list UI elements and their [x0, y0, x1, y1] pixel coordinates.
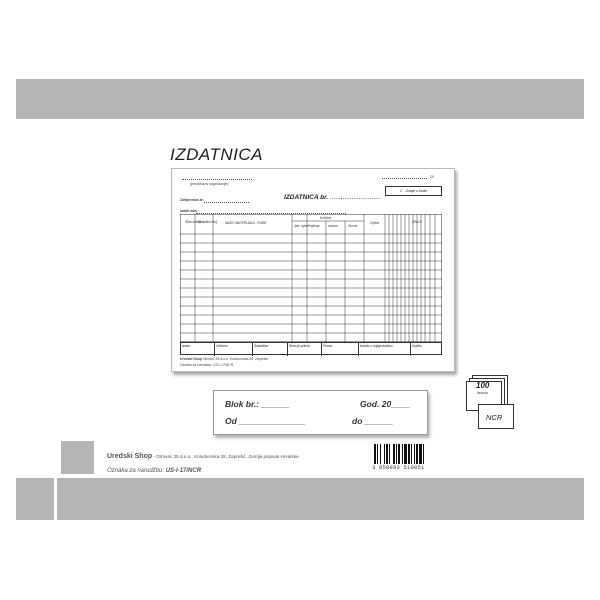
- sign-cell-knjigovodstvo: Izradio u knjigovodstvu:: [359, 343, 411, 356]
- date-dotline: [382, 178, 427, 179]
- org-dotline: [182, 179, 252, 180]
- form-footer-shop-name: Uredski Shop: [180, 357, 202, 361]
- barcode-digits: 3 858893 510051: [372, 464, 425, 471]
- barcode: [372, 444, 444, 471]
- sign-cell-knjizio: Knjižio:: [412, 344, 423, 348]
- shop-name: Uredski Shop: [107, 453, 153, 460]
- form-title-text: IZDATNICA br.: [284, 194, 329, 201]
- col-header-izdana: Izdana: [328, 224, 338, 228]
- sign-cell-odobrio: Odobrio:: [215, 343, 253, 356]
- form-footer-order: Oznaka za narudžbu: US-I-17/NCR: [180, 363, 234, 367]
- blok-number-label: Blok br.: ______: [225, 399, 290, 409]
- sign-cell-primio: Primio:: [322, 343, 359, 356]
- date-suffix: 20: [430, 175, 434, 179]
- copy-text: Ostaje u bloku: [405, 189, 428, 193]
- ncr-label: NCR: [486, 413, 503, 422]
- requester-label: Zahtjevnica br.: [180, 198, 204, 202]
- col-header-trazena: Tražena: [308, 224, 320, 228]
- sheet-count-unit: listova: [477, 391, 488, 395]
- col-header-iznos: IZNOS: [412, 220, 422, 224]
- form-footer-shop-rest: Otrovec 25 d.o.o. Kolodvorska 28, Zaprešić: [202, 357, 269, 361]
- form-footer-shop: [180, 357, 268, 361]
- signature-row: [180, 342, 442, 355]
- form-table: [180, 214, 442, 342]
- col-header-naziv: NAZIV MATERIJALA - ROBE: [225, 221, 267, 225]
- col-header-kolicina: Količina: [320, 216, 332, 220]
- order-code: US-I-17/NCR: [165, 468, 202, 474]
- barcode-bars: [372, 444, 444, 464]
- form-title: IZDATNICA br. ............................: [284, 194, 381, 201]
- footer-info: [107, 445, 299, 474]
- requester-dotline: [204, 202, 249, 203]
- copy-number: 2.: [399, 189, 403, 193]
- col-header-sifra: Šifra artikla: [185, 220, 201, 224]
- sign-cell-skladistar: Skladištar:: [253, 343, 288, 356]
- bottom-gray-band: [57, 478, 584, 520]
- table-column-lines: [195, 214, 435, 342]
- blok-info-box: [213, 390, 428, 435]
- top-gray-band: [16, 79, 584, 119]
- order-label: Oznaka za narudžbu:: [107, 468, 166, 474]
- sheet-count: 100: [476, 381, 490, 390]
- order-line: [107, 468, 299, 474]
- bottom-gray-square-small: [61, 441, 94, 474]
- shop-address: - Otrovec 25 d.o.o., Kolodvorska 28, Zaprešić, Zemlja pripisak Hrvatske: [152, 454, 299, 459]
- page-title: IZDATNICA: [170, 145, 263, 164]
- table-row-lines: [180, 243, 442, 333]
- col-header-jed: Jed. mjere: [294, 224, 309, 228]
- to-label: do ______: [352, 416, 394, 426]
- sign-cell-primio-robu: Robu je primio:: [288, 343, 322, 356]
- sign-cell-izdao: Izdao:: [181, 343, 215, 356]
- col-header-skladisni: Skladišni broj: [198, 220, 217, 224]
- sheet-stack-icon: [464, 373, 514, 428]
- col-header-storno: Storno: [348, 224, 358, 228]
- copy-box: [385, 186, 442, 196]
- col-header-cijena: Cijena: [370, 221, 380, 225]
- issued-to-label: Izdati robu: [180, 209, 198, 213]
- year-label: God. 20____: [360, 399, 411, 409]
- form-preview-sheet: [171, 168, 455, 372]
- bottom-gray-square-large: [16, 478, 54, 520]
- org-label: (pečat/naziv organizacije): [190, 182, 229, 186]
- from-label: Od ______________: [225, 416, 306, 426]
